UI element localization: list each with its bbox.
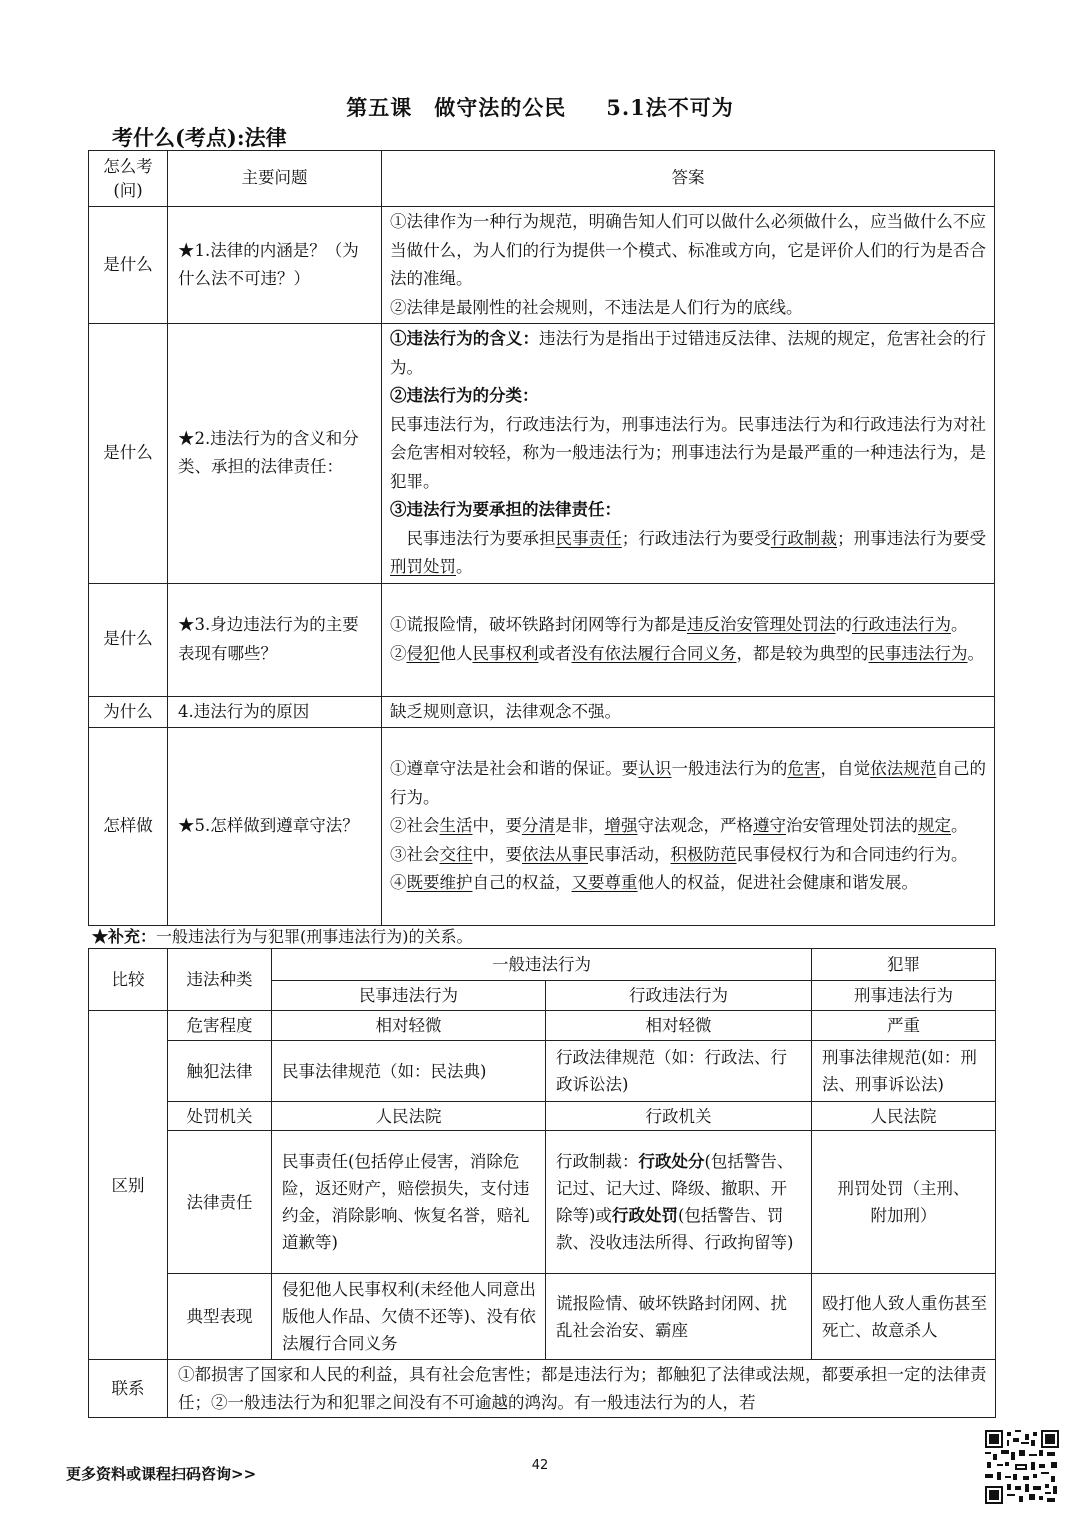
general-header: 一般违法行为 (272, 949, 812, 981)
underlined-term: 积极防范 (670, 844, 737, 864)
underlined-term: 侵犯 (406, 643, 440, 663)
underlined-term: 民事违法行为 (868, 643, 968, 663)
answer-heading: ②违法行为的分类： (390, 386, 539, 405)
underlined-term: 行政制裁 (770, 528, 838, 548)
diff-label: 区别 (89, 1011, 168, 1360)
cell-admin: 相对轻微 (546, 1011, 812, 1041)
exam-points-table (88, 150, 995, 926)
page-title (0, 92, 1080, 122)
compare-header: 比较 (89, 949, 168, 1011)
link-text: ①都损害了国家和人民的利益，具有社会危害性；都是违法行为；都触犯了法律或法规，都要承担一定的法律责任；②一般违法行为和犯罪之间没有不可逾越的鸿沟。有一般违法行为的人，若 (168, 1360, 996, 1418)
row-label: 触犯法律 (168, 1041, 272, 1102)
underlined-term: 民事权利 (472, 643, 539, 663)
header-answer: 答案 (382, 151, 995, 207)
table-row (89, 324, 995, 584)
cell-criminal: 刑罚处罚（主刑、附加刑） (812, 1131, 996, 1274)
comparison-table (88, 948, 996, 1418)
table-row (89, 1011, 996, 1041)
row-label: 处罚机关 (168, 1102, 272, 1131)
underlined-term: 又要尊重 (571, 873, 638, 893)
row-question: 4.违法行为的原因 (168, 696, 382, 728)
table-row (89, 696, 995, 728)
answer-line: ④既要维护自己的权益，又要尊重他人的权益，促进社会健康和谐发展。 (390, 873, 918, 893)
answer-line: ①谎报险情，破坏铁路封闭网等行为都是违反治安管理处罚法的行政违法行为。 (390, 615, 968, 634)
admin-header: 行政违法行为 (546, 981, 812, 1011)
row-answer: 缺乏规则意识，法律观念不强。 (382, 696, 995, 728)
row-type: 是什么 (89, 583, 168, 696)
row-type: 怎样做 (89, 728, 168, 926)
answer-line: ②法律是最刚性的社会规则，不违法是人们行为的底线。 (390, 297, 803, 317)
underlined-term: 行政违法行为 (852, 615, 951, 634)
cell-civil: 民事责任(包括停止侵害，消除危险，返还财产，赔偿损失，支付违约金，消除影响、恢复名誉，赔礼道歉等) (272, 1131, 546, 1274)
answer-heading: ①违法行为的含义： (390, 329, 540, 348)
underlined-term: 遵守 (753, 816, 786, 836)
underlined-term: 依法从事 (522, 844, 588, 864)
bold-term: 行政处分 (638, 1152, 705, 1171)
underlined-term: 认识 (638, 759, 672, 779)
underlined-term: 违反治安管理处罚法 (687, 615, 836, 634)
table-row (89, 1131, 996, 1274)
qr-code-icon[interactable] (985, 1430, 1059, 1504)
row-answer (382, 583, 995, 696)
cell-civil: 相对轻微 (272, 1011, 546, 1041)
row-type: 是什么 (89, 207, 168, 324)
cell-admin: 谎报险情、破坏铁路封闭网、扰乱社会治安、霸座 (546, 1274, 812, 1360)
link-label: 联系 (89, 1360, 168, 1418)
answer-line: ①法律作为一种行为规范，明确告知人们可以做什么必须做什么，应当做什么不应当做什么，为人们的行为提供一个模式、标准或方向，它是评价人们的行为是否合法的准绳。 (390, 212, 986, 288)
underlined-term: 增强 (604, 816, 638, 836)
page-number: 42 (531, 1458, 549, 1473)
criminal-header: 刑事违法行为 (812, 981, 996, 1011)
table-row (89, 583, 995, 696)
row-question: ★5.怎样做到遵章守法？ (168, 728, 382, 926)
underlined-term: 依法规范 (870, 759, 937, 779)
section-title: 5.1法不可为 (606, 95, 734, 120)
footer-promo: 更多资料或课程扫码咨询>> (66, 1465, 257, 1483)
table-row (89, 1360, 996, 1418)
answer-text: 民事违法行为，行政违法行为，刑事违法行为。民事违法行为和行政违法行为对社会危害相对较轻，称为一般违法行为；刑事违法行为是最严重的一种违法行为，是犯罪。 (390, 414, 986, 491)
row-type: 为什么 (89, 696, 168, 728)
answer-line (390, 325, 986, 382)
supplement-mark: ★补充： (92, 927, 157, 946)
row-answer (382, 207, 995, 324)
table-row (89, 949, 996, 981)
cell-admin: 行政制裁：行政处分(包括警告、记过、记大过、降级、撤职、开除等)或行政处罚(包括警告、罚款、没收违法所得、行政拘留等) (546, 1131, 812, 1274)
row-label: 危害程度 (168, 1011, 272, 1041)
row-label: 典型表现 (168, 1274, 272, 1360)
underlined-term: 没有依法履行合同义务 (571, 643, 737, 663)
underlined-term: 刑罚处罚 (390, 557, 456, 576)
cell-criminal: 刑事法律规范(如：刑法、刑事诉讼法) (812, 1041, 996, 1102)
cell-civil: 民事法律规范（如：民法典) (272, 1041, 546, 1102)
cell-criminal: 严重 (812, 1011, 996, 1041)
row-question: ★1.法律的内涵是？（为什么法不可违？） (168, 207, 382, 324)
bold-term: 行政处罚 (611, 1206, 678, 1225)
row-question: ★2.违法行为的含义和分类、承担的法律责任： (168, 324, 382, 584)
underlined-term: 生活 (439, 816, 473, 836)
table-row (89, 1274, 996, 1360)
answer-heading: ③违法行为要承担的法律责任： (390, 500, 621, 519)
underlined-term: 规定 (918, 816, 951, 836)
underlined-term: 交往 (439, 844, 473, 864)
cell-admin: 行政机关 (546, 1102, 812, 1131)
lesson-title: 第五课 做守法的公民 (346, 95, 567, 120)
row-type: 是什么 (89, 324, 168, 584)
cell-criminal: 人民法院 (812, 1102, 996, 1131)
table-row (89, 207, 995, 324)
cell-admin: 行政法律规范（如：行政法、行政诉讼法) (546, 1041, 812, 1102)
cell-civil: 人民法院 (272, 1102, 546, 1131)
underlined-term: 危害 (787, 759, 821, 779)
header-how: 怎么考(问) (89, 151, 168, 207)
answer-line: ②侵犯他人民事权利或者没有依法履行合同义务，都是较为典型的民事违法行为。 (390, 643, 984, 663)
civil-header: 民事违法行为 (272, 981, 546, 1011)
table-row (89, 1041, 996, 1102)
cell-civil: 侵犯他人民事权利(未经他人同意出版他人作品、欠债不还等)、没有依法履行合同义务 (272, 1274, 546, 1360)
table-row (89, 728, 995, 926)
answer-line: ①遵章守法是社会和谐的保证。要认识一般违法行为的危害，自觉依法规范自己的行为。 (390, 759, 987, 807)
row-question: ★3.身边违法行为的主要表现有哪些？ (168, 583, 382, 696)
cell-criminal: 殴打他人致人重伤甚至死亡、故意杀人 (812, 1274, 996, 1360)
row-answer (382, 324, 995, 584)
row-label: 法律责任 (168, 1131, 272, 1274)
crime-header: 犯罪 (812, 949, 996, 981)
underlined-term: 分清 (522, 816, 555, 836)
page-subtitle: 考什么(考点):法律 (112, 125, 287, 150)
header-question: 主要问题 (168, 151, 382, 207)
underlined-term: 民事责任 (555, 528, 622, 548)
answer-line: ③社会交往中，要依法从事民事活动，积极防范民事侵权行为和合同违约行为。 (390, 844, 968, 864)
answer-text: 民事违法行为要承担民事责任；行政违法行为要受行政制裁；刑事违法行为要受刑罚处罚。 (390, 528, 987, 576)
row-answer (382, 728, 995, 926)
table-header-row (89, 151, 995, 207)
answer-text: 违法行为是指出于过错违反法律、法规的规定，危害社会的行为。 (390, 329, 987, 377)
kind-header: 违法种类 (168, 949, 272, 1011)
answer-line: ②社会生活中，要分清是非，增强守法观念，严格遵守治安管理处罚法的规定。 (390, 816, 968, 836)
supplement-text: 一般违法行为与犯罪(刑事违法行为)的关系。 (156, 927, 473, 946)
supplement-note (92, 924, 473, 947)
underlined-term: 既要维护 (406, 873, 473, 893)
table-row (89, 1102, 996, 1131)
